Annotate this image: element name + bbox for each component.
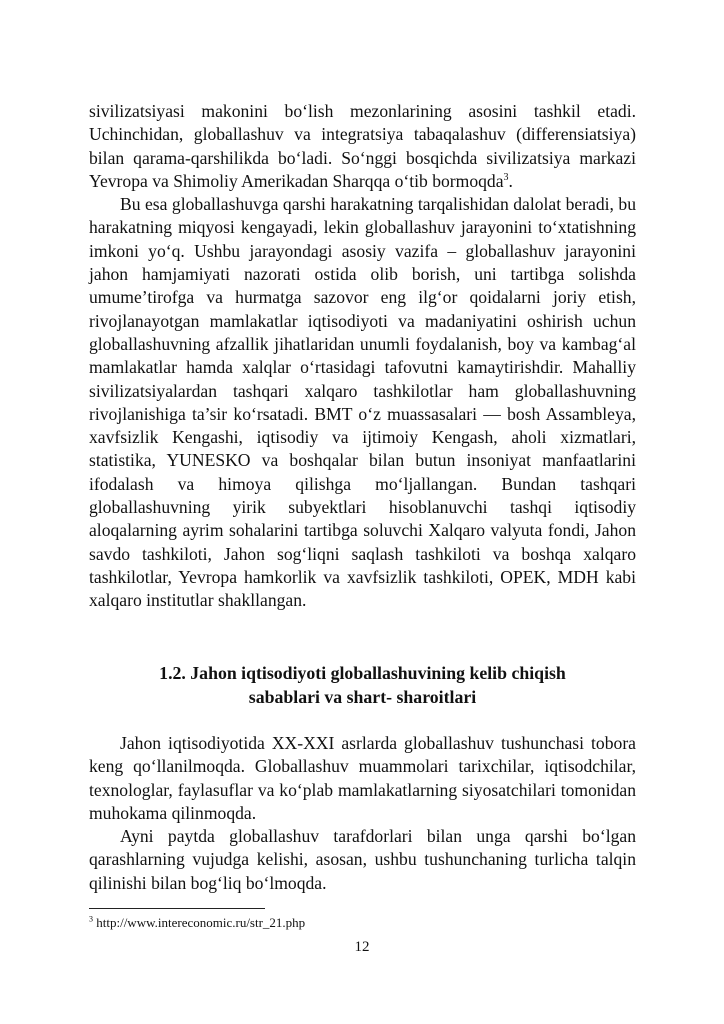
paragraph-1-text: sivilizatsiyasi makonini bo‘lish mezonlarining asosini tashkil etadi. Uchinchidan, globallashuv va integratsiya tabaqalashuv (differensiatsiya) bilan qarama-qarshilikda bo‘ladi. So‘nggi bosqichda sivilizatsiya markazi Yevropa va Shimoliy Amerikadan Sharqqa o‘tib bormoqda bbox=[89, 101, 636, 191]
paragraph-2: Bu esa globallashuvga qarshi harakatning tarqalishidan dalolat beradi, bu harakatning miqyosi kengayadi, lekin globallashuv jarayonini to‘xtatishning imkoni yo‘q. Ushbu jarayondagi asosiy vazifa – globallashuv jarayonini jahon hamjamiyati nazorati ostida olib borish, uni tartibga solishda umume’tirofga va hurmatga sazovor eng ilg‘or qoidalarni joriy etish, rivojlanayotgan mamlakatlar iqtisodiyoti va madaniyatini oshirish uchun globallashuvning afzallik jihatlaridan unumli foydalanish, boy va kambag‘al mamlakatlar hamda xalqlar o‘rtasidagi tafovutni kamaytirishdir. Mahalliy sivilizatsiyalardan tashqari xalqaro tashkilotlar ham globallashuvning rivojlanishiga ta’sir ko‘rsatadi. BMT o‘z muassasalari — bosh Assambleya, xavfsizlik Kengashi, iqtisodiy va ijtimoiy Kengash, aholi xizmatlari, statistika, YUNESKO va boshqalar bilan butun insoniyat manfaatlarini ifodalash va himoya qilishga mo‘ljallangan. Bundan tashqari globallashuvning yirik subyektlari hisoblanuvchi tashqi iqtisodiy aloqalarning ayrim sohalarini tartibga soluvchi Xalqaro valyuta fondi, Jahon savdo tashkiloti, Jahon sog‘liqni saqlash tashkiloti va boshqa xalqaro tashkilotlar, Yevropa hamkorlik va xavfsizlik tashkiloti, OPEK, MDH kabi xalqaro institutlar shakllangan. bbox=[89, 194, 636, 611]
footnote-divider bbox=[89, 908, 265, 909]
paragraph-1-end: . bbox=[508, 170, 513, 191]
section-title-line-1: 1.2. Jahon iqtisodiyoti globallashuvining kelib chiqish bbox=[159, 663, 566, 683]
page-number: 12 bbox=[354, 939, 370, 955]
footnote bbox=[89, 915, 305, 931]
paragraph-1 bbox=[89, 100, 636, 193]
footnote-link[interactable]: http://www.intereconomic.ru/str_21.php bbox=[93, 915, 306, 930]
body-text-top bbox=[89, 100, 636, 613]
section-title-line-2: sabablari va shart- sharoitlari bbox=[248, 686, 477, 707]
footnote-reference[interactable]: 3 bbox=[503, 172, 509, 184]
footnote-number: 3 bbox=[89, 914, 93, 924]
paragraph-4: Ayni paytda globallashuv tarafdorlari bilan unga qarshi bo‘lgan qarashlarning vujudga kelishi, asosan, ushbu tushunchaning turlicha talqin qilinishi bilan bog‘liq bo‘lmoqda. bbox=[89, 826, 636, 893]
body-text-bottom bbox=[89, 732, 636, 895]
paragraph-3: Jahon iqtisodiyotida XX-XXI asrlarda globallashuv tushunchasi tobora keng qo‘llanilmoqda. Globallashuv muammolari tarixchilar, iqtisodchilar, texnologlar, faylasuflar va ko‘plab mamlakatlarning siyosatchilari tomonidan muhokama qilinmoqda. bbox=[89, 733, 636, 823]
section-title bbox=[89, 662, 636, 709]
